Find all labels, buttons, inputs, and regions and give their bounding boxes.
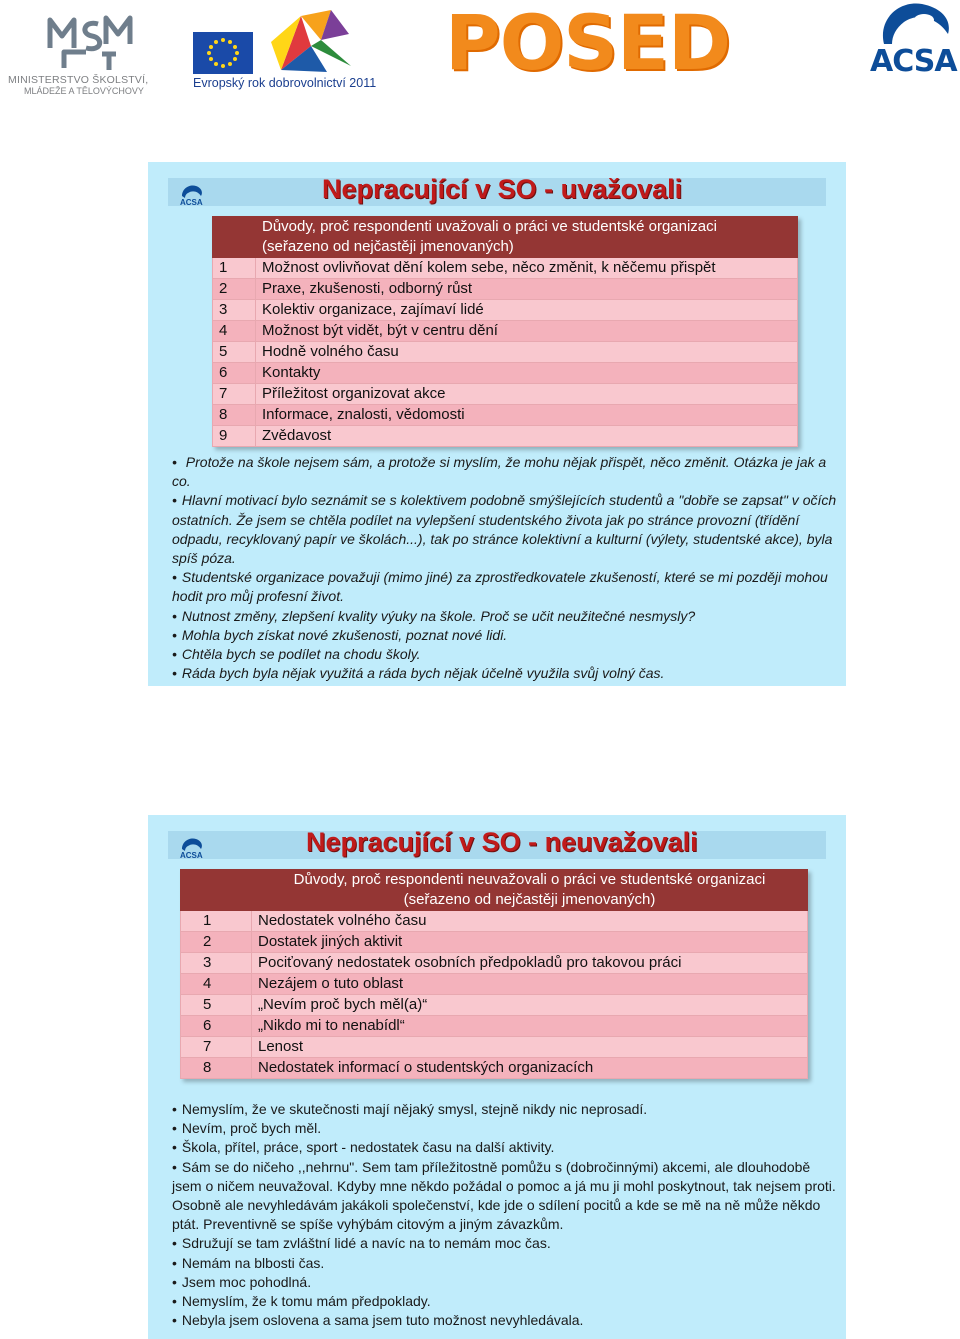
acsa-wordmark: ACSA <box>870 44 957 79</box>
table-row <box>181 995 808 1016</box>
slide-not-considered <box>148 815 846 1339</box>
comment-item: • Hlavní motivací bylo seznámit se s kolektivem podobně smýšlejících studentů a "dobře se zapsat" v očích ostatních. Že jsem se chtěla podílet na vylepšení studentského života jak po stránce provozní (třídění odpadu, recyklovaný papír ve školách...), tak po stránce kolektivní a kulturní (výlety, studentské akce), byla spíš póza. <box>172 491 840 568</box>
comment-item: • Ráda bych byla nějak využitá a ráda bych nějak účelně využila svůj volný čas. <box>172 664 840 683</box>
comment-item: • Protože na škole nejsem sám, a protože si myslím, že mohu nějak přispět, něco změnit. Otázka je jak a co. <box>172 453 840 491</box>
acsa-small-logo-text: ACSA <box>180 198 203 207</box>
row-text: Příležitost organizovat akce <box>256 384 798 405</box>
table-row <box>181 911 808 932</box>
volunteer-burst-icon <box>261 6 361 76</box>
comment-item: • Nemyslím, že k tomu mám předpoklady. <box>172 1292 840 1311</box>
table-row <box>213 363 798 384</box>
comment-item: • Nutnost změny, zlepšení kvality výuky na škole. Proč se učit neužitečné nesmysly? <box>172 607 840 626</box>
row-text: Možnost být vidět, být v centru dění <box>256 321 798 342</box>
eu-volunteering-logo <box>193 6 378 90</box>
row-text: Pociťovaný nedostatek osobních předpokladů pro takovou práci <box>252 953 808 974</box>
row-number: 3 <box>181 953 252 974</box>
acsa-small-logo-icon <box>180 184 204 206</box>
comment-item: • Sám se do ničeho ,,nehrnu". Sem tam příležitostně pomůžu s (dobročinnými) akcemi, ale dlouhodobě jsem o ničem neuvažoval. Kdyby mne někdo požádal o pomoc a já mu ji mohl poskytnout, tak nejsem proti. Osobně ale nevyhledávám jakákoli společenství, kde jde o sdílení pocitů a kde se mě na ně může někdo ptát. Preventivně se spíše vyhýbám citovým a jiným závazkům. <box>172 1158 840 1235</box>
acsa-logo <box>868 0 958 84</box>
table-header-line2: (seřazeno od nejčastěji jmenovaných) <box>403 891 656 908</box>
row-text: „Nevím proč bych měl(a)“ <box>252 995 808 1016</box>
eu-caption: Evropský rok dobrovolnictví 2011 <box>193 76 377 90</box>
row-number: 2 <box>213 279 256 300</box>
comment-item: • Škola, přítel, práce, sport - nedostatek času na další aktivity. <box>172 1138 840 1157</box>
row-text: „Nikdo mi to nenabídl“ <box>252 1016 808 1037</box>
table-row <box>181 1016 808 1037</box>
row-text: Nezájem o tuto oblast <box>252 974 808 995</box>
row-number: 2 <box>181 932 252 953</box>
eu-flag-icon <box>193 32 253 74</box>
row-number: 5 <box>181 995 252 1016</box>
comment-item: • Nemyslím, že ve skutečnosti mají nějaký smysl, stejně nikdy nic neprosadí. <box>172 1100 840 1119</box>
table-header-row <box>213 217 798 258</box>
comment-item: • Studentské organizace považuji (mimo jiné) za zprostředkovatele zkušeností, které se mi později mohou hodit pro můj profesní život. <box>172 568 840 606</box>
msmt-logo <box>8 10 168 96</box>
table-header-line1: Důvody, proč respondenti neuvažovali o práci ve studentské organizaci <box>293 871 766 888</box>
comment-item: • Nemám na blbosti čas. <box>172 1254 840 1273</box>
row-number: 9 <box>213 426 256 447</box>
comment-item: • Nebyla jsem oslovena a sama jsem tuto možnost nevyhledávala. <box>172 1311 840 1330</box>
msmt-line1: MINISTERSTVO ŠKOLSTVÍ, <box>8 74 149 86</box>
row-text: Informace, znalosti, vědomosti <box>256 405 798 426</box>
acsa-small-logo-text: ACSA <box>180 851 203 860</box>
table-row <box>213 300 798 321</box>
slide-considered <box>148 162 846 686</box>
row-number: 4 <box>181 974 252 995</box>
row-text: Zvědavost <box>256 426 798 447</box>
row-number: 8 <box>181 1058 252 1079</box>
reasons-table <box>180 869 808 1079</box>
acsa-swirl-icon <box>878 0 956 48</box>
comment-item: • Chtěla bych se podílet na chodu školy. <box>172 645 840 664</box>
table-row <box>213 258 798 279</box>
row-number: 8 <box>213 405 256 426</box>
row-number: 5 <box>213 342 256 363</box>
row-number: 7 <box>213 384 256 405</box>
respondent-comments <box>172 453 840 683</box>
posed-logo: POSED <box>445 0 731 87</box>
table-header-line1: Důvody, proč respondenti uvažovali o práci ve studentské organizaci <box>262 218 717 235</box>
row-text: Dostatek jiných aktivit <box>252 932 808 953</box>
row-number: 4 <box>213 321 256 342</box>
table-row <box>181 974 808 995</box>
comment-item: • Mohla bych získat nové zkušenosti, poznat nové lidi. <box>172 626 840 645</box>
row-text: Možnost ovlivňovat dění kolem sebe, něco změnit, k něčemu přispět <box>256 258 798 279</box>
row-text: Nedostatek informací o studentských organizacích <box>252 1058 808 1079</box>
respondent-comments <box>172 1100 840 1330</box>
table-header-line2: (seřazeno od nejčastěji jmenovaných) <box>262 238 514 255</box>
row-number: 6 <box>181 1016 252 1037</box>
comment-item: • Jsem moc pohodlná. <box>172 1273 840 1292</box>
row-number: 7 <box>181 1037 252 1058</box>
row-number: 3 <box>213 300 256 321</box>
row-number: 6 <box>213 363 256 384</box>
table-row <box>213 342 798 363</box>
slide-title: Nepracující v SO - uvažovali <box>322 174 683 204</box>
row-text: Praxe, zkušenosti, odborný růst <box>256 279 798 300</box>
table-row <box>213 384 798 405</box>
table-row <box>213 405 798 426</box>
row-text: Kolektiv organizace, zajímaví lidé <box>256 300 798 321</box>
row-text: Kontakty <box>256 363 798 384</box>
comment-item: • Nevím, proč bych měl. <box>172 1119 840 1138</box>
table-row <box>181 1058 808 1079</box>
row-text: Nedostatek volného času <box>252 911 808 932</box>
table-row <box>181 953 808 974</box>
row-text: Lenost <box>252 1037 808 1058</box>
table-row <box>181 932 808 953</box>
table-row <box>213 279 798 300</box>
comment-item: • Sdružují se tam zvláštní lidé a navíc na to nemám moc čas. <box>172 1234 840 1253</box>
table-row <box>181 1037 808 1058</box>
reasons-table <box>212 216 798 447</box>
acsa-small-logo-icon <box>180 837 204 859</box>
row-number: 1 <box>181 911 252 932</box>
row-number: 1 <box>213 258 256 279</box>
slide-title: Nepracující v SO - neuvažovali <box>306 827 698 857</box>
table-row <box>213 426 798 447</box>
table-header-row <box>181 870 808 911</box>
msmt-monogram-icon <box>46 14 136 72</box>
row-text: Hodně volného času <box>256 342 798 363</box>
table-row <box>213 321 798 342</box>
msmt-line2: MLÁDEŽE A TĚLOVÝCHOVY <box>24 86 144 96</box>
